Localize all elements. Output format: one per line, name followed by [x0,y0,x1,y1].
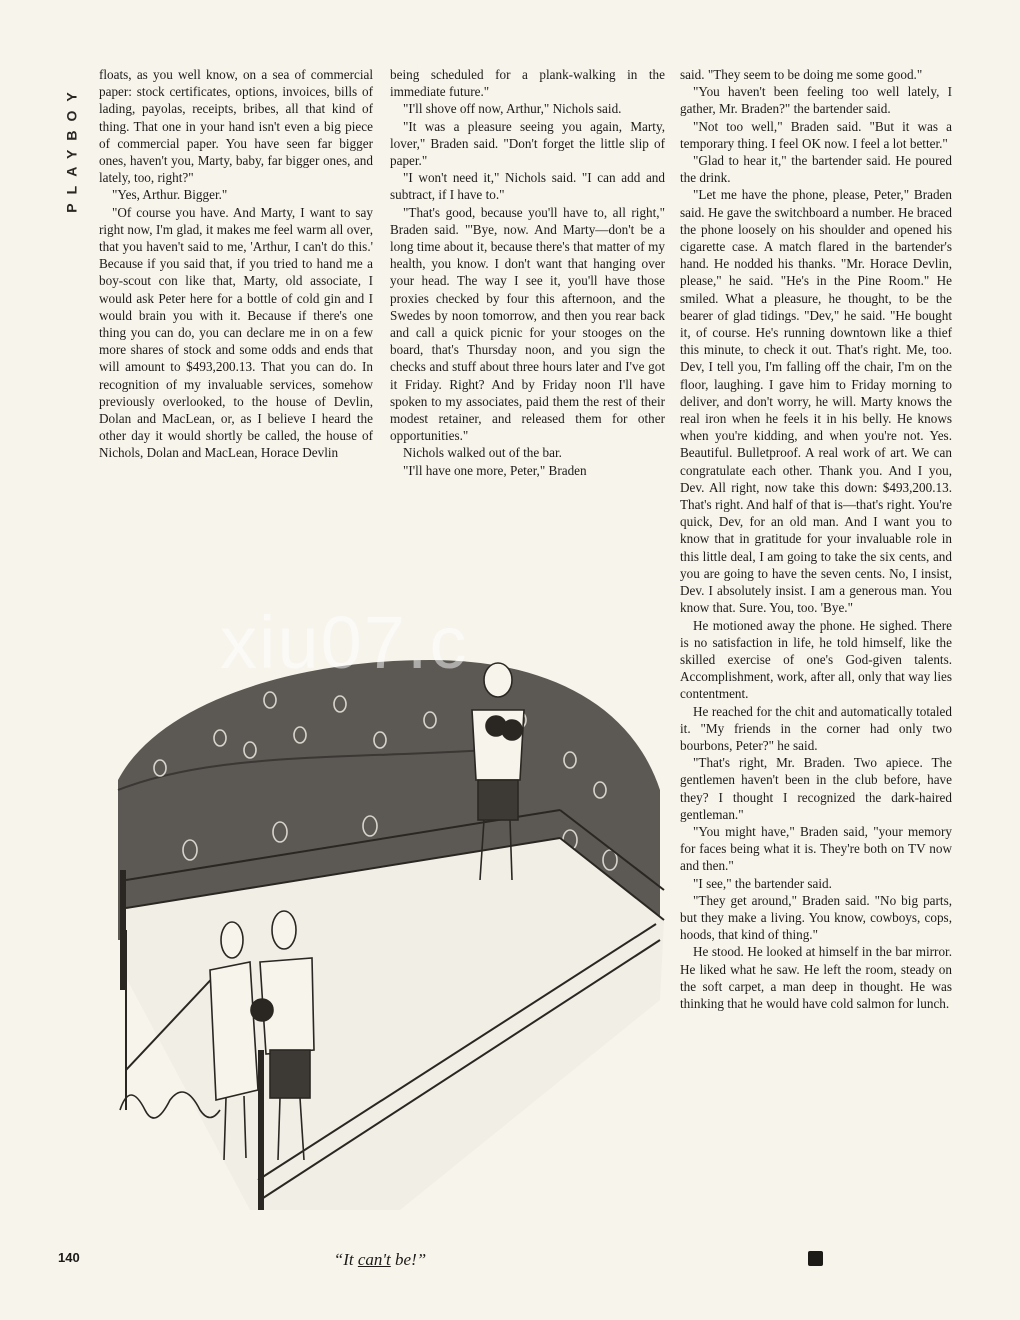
paragraph: "I'll have one more, Peter," Braden [403,462,587,478]
paragraph: "I won't need it," Nichols said. "I can add and subtract, if I have to." [390,170,665,203]
text-column-2 [390,66,665,479]
paragraph: said. "They seem to be doing me some good." [680,67,923,82]
side-brand [60,68,84,228]
cartoon-caption: “It can't be!” [333,1250,427,1269]
rabbit-head-icon [808,1251,823,1266]
paragraph: "You haven't been feeling too well lately, I gather, Mr. Braden?" the bartender said. [680,84,952,117]
paragraph: "They get around," Braden said. "No big parts, but they make a living. You know, cowboys, cops, hoods, that kind of thing." [680,892,952,943]
magazine-title: PLAYBOY [64,83,81,213]
paragraph: "That's good, because you'll have to, all right," Braden said. "'Bye, now. And Marty—don't be a long time about it, because there's that matter of my health, you know. I don't want that hanging over your head. The way I see it, you'll have those proxies checked by four this afternoon, and the Swedes by noon tomorrow, and then you rear back and call a quick picnic for your stooges on the board, that's Thursday noon, and you sign the checks and stuff about three hours later and I've got it Friday. Right? And by Friday noon I'll have spoken to my associates, paid them the rest of their modest retainer, and released them for other opportunities." [390,204,665,444]
paragraph: "Let me have the phone, please, Peter," Braden said. He gave the switchboard a number. He braced the phone loosely on his shoulder and opened his cigarette case. A match flared in the bartender's hand. He nodded his thanks. "Mr. Horace Devlin, please," he said. "He's in the Pine Room." He smiled. What a pleasure, he thought, to be the bearer of glad tidings. "Dev," he said. "He bought it, of course. He's running downtown like a thief this minute, to check it out. That's right. Me, too. Dev, I tell you, I'm falling off the chair, I'm on the floor, laughing. I gave him to Friday morning to deliver, and don't worry, he will. Marty knows the real iron when he feels it in his belly. He knows when you're kidding, and when you're not. Yes. Beautiful. Bulletproof. A real work of art. We can congratulate each other. Thank you. And I you, Dev. All right, now take this down: $493,200.13. That's right. And half of that is—that's right. You're quick, Dev, for an old man. And I want you to know that in gratitude for your invaluable role in this little deal, I am going to take the six cents, and you are going to have the seven cents. No, I insist, Dev. I absolutely insist. I am a generous man. You know that. Sure. You, too. 'Bye." [680,187,952,616]
paragraph: He reached for the chit and automatically totaled it. "My friends in the corner had only two bourbons, Peter?" he said. [680,703,952,753]
paragraph: He motioned away the phone. He sighed. There is no satisfaction in life, he told himself, like the skilled exercise of one's God-given talents. Accomplishment, work, after all, only that way lies contentment. [680,617,952,702]
text-column-3 [680,66,952,1012]
paragraph: "That's right, Mr. Braden. Two apiece. The gentlemen haven't been in the club before, have they? I thought I recognized the dark-haired gentleman." [680,755,952,822]
corner-post [120,870,126,990]
paragraph: "Yes, Arthur. Bigger." [112,187,228,203]
paragraph: being scheduled for a plank-walking in the immediate future." [390,67,665,100]
paragraph: "Not too well," Braden said. "But it was a temporary thing. I feel OK now. I feel a lot better." [680,118,952,151]
paragraph: Nichols walked out of the bar. [403,445,562,461]
page-number: 140 [58,1250,80,1265]
paragraph: "It was a pleasure seeing you again, Marty, lover," Braden said. "Don't forget the little slip of paper." [390,118,665,169]
paragraph: "You might have," Braden said, "your memory for faces being what it is. They're both on TV now and then." [680,823,952,874]
text-column-1 [99,66,373,462]
boxing-ring-cartoon [100,640,668,1210]
paragraph: "I'll shove off now, Arthur," Nichols said. [403,101,622,117]
paragraph: floats, as you well know, on a sea of commercial paper: stock certificates, options, invoices, bills of lading, payolas, receipts, bribes, all that kind of thing. That one in your hand isn't even a big piece of commercial paper. You have seen far bigger ones, haven't you, Marty, baby, far bigger ones, and lately, too, right?" [99,67,373,186]
paragraph: He stood. He looked at himself in the bar mirror. He liked what he saw. He left the room, steady on the soft carpet, a man deep in thought. He was thinking that he would have cold salmon for lunch. [680,944,952,1011]
watermark: xiu07.c [220,601,469,684]
paragraph: "Of course you have. And Marty, I want to say right now, I'm glad, it makes me feel warm all over, that you haven't said to me, 'Arthur, I can't do this.' Because if you said that, if you tried to hand me a boy-scout con like that, Marty, old associate, I would ask Peter here for a bottle of cold gin and I would brain you with it. Because if there's one thing you can do, you can declare me in on a few more shares of stock and some odds and ends that will amount to $493,200.13. That you can do. In recognition of my invaluable services, somehow previously overlooked, to the house of Devlin, Dolan and MacLean, or, as I believe I heard the other day it would shortly be called, the house of Nichols, Dolan and MacLean, Horace Devlin [99,204,373,461]
paragraph: "I see," the bartender said. [693,875,832,891]
corner-post [258,1050,264,1210]
paragraph: "Glad to hear it," the bartender said. He poured the drink. [680,153,952,186]
